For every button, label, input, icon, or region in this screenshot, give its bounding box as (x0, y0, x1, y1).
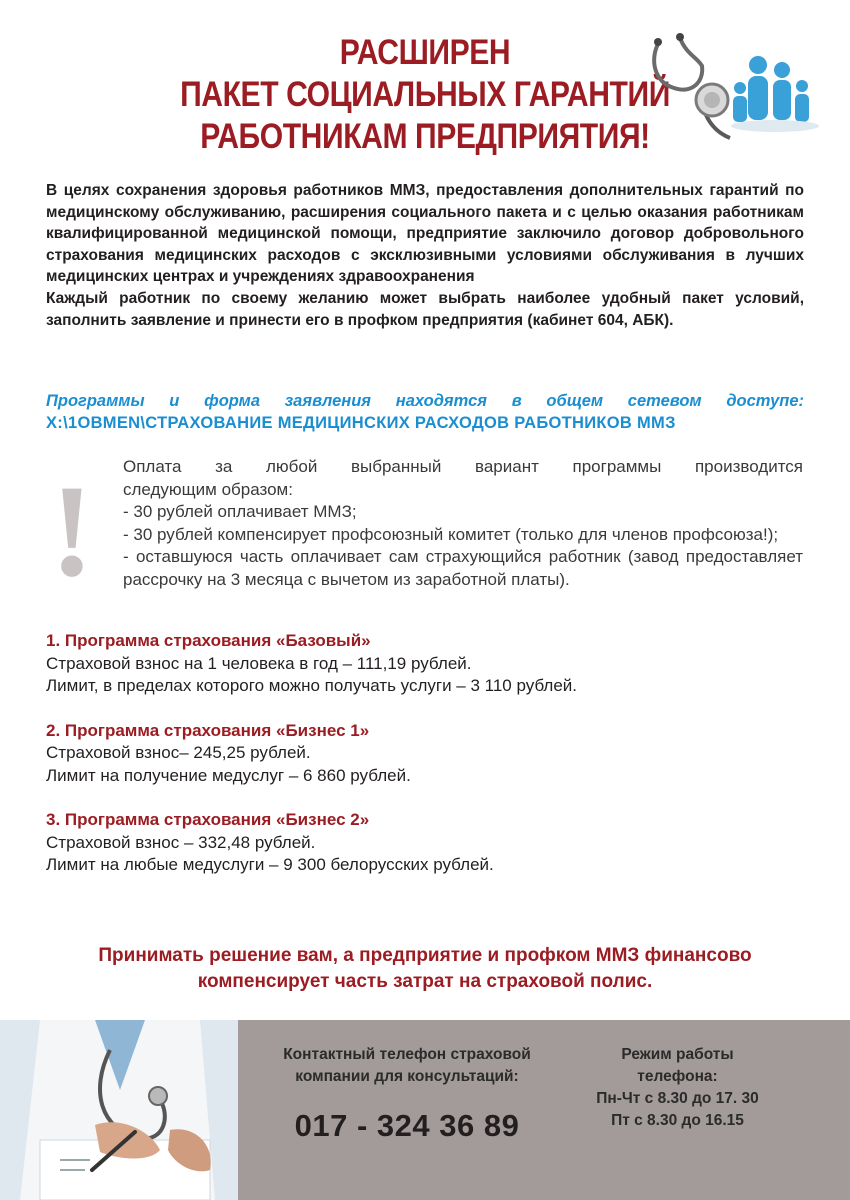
payment-item-3: - оставшуюся часть оплачивает сам страхующийся работник (завод предоставляет рассрочку на 3 месяца с вычетом из заработной платы). (123, 547, 803, 589)
title-line-1: РАСШИРЕН (339, 33, 511, 72)
title-line-3: РАБОТНИКАМ ПРЕДПРИЯТИЯ! (200, 117, 650, 156)
intro-paragraph-1: В целях сохранения здоровья работников ММЗ, предоставления дополнительных гарантий по медицинскому обслуживанию, расширения социального пакета и с целью оказания работникам квалифицированной медицинской помощи, предприятие заключило договор добровольного страхования медицинских расходов с эксклюзивными условиями обслуживания в лучших медицинских центрах и учреждениях здравоохранения (46, 182, 804, 286)
payment-line-1: Оплата за любой выбранный вариант программы производится (123, 457, 803, 476)
hours-line-4: Пт с 8.30 до 16.15 (611, 1112, 744, 1129)
access-lead: Программы и форма заявления находятся в общем сетевом доступе: (46, 392, 804, 410)
contact-line-2: компании для консультаций: (295, 1068, 519, 1085)
stethoscope-tube (654, 44, 702, 90)
exclamation-icon: ! (50, 457, 94, 604)
contact-line-1: Контактный телефон страховой (283, 1046, 531, 1063)
intro-paragraph-2: Каждый работник по своему желанию может выбрать наиболее удобный пакет условий, заполнить заявление и принести его в профком предприятия (кабинет 604, АБК). (46, 289, 804, 329)
phone-number: 017 - 324 36 89 (294, 1108, 520, 1143)
payment-item-1: - 30 рублей оплачивает ММЗ; (123, 502, 357, 521)
stethoscope-family-illustration (640, 30, 820, 155)
program-fee: Страховой взнос– 245,25 рублей. (46, 743, 311, 762)
network-access-note (46, 390, 804, 434)
payment-terms (123, 456, 803, 591)
hours-line-2: телефона: (637, 1068, 718, 1085)
program-title: 3. Программа страхования «Бизнес 2» (46, 810, 370, 829)
program-fee: Страховой взнос на 1 человека в год – 111,19 рублей. (46, 653, 472, 673)
network-path: X:\1OBMEN\СТРАХОВАНИЕ МЕДИЦИНСКИХ РАСХОДОВ РАБОТНИКОВ ММЗ (46, 414, 676, 432)
hours-line-1: Режим работы (621, 1046, 734, 1063)
working-hours (580, 1044, 775, 1132)
program-limit: Лимит на любые медуслуги – 9 300 белорусских рублей. (46, 855, 494, 874)
program-limit: Лимит на получение медуслуг – 6 860 рублей. (46, 765, 411, 785)
contact-label (262, 1044, 552, 1088)
programs-list (46, 630, 806, 899)
program-item (46, 809, 806, 877)
family-figures (733, 56, 809, 122)
program-item (46, 720, 806, 788)
contact-footer (0, 1020, 850, 1200)
program-title: 2. Программа страхования «Бизнес 1» (46, 720, 370, 740)
stethoscope-earpiece-2 (676, 33, 684, 41)
program-title: 1. Программа страхования «Базовый» (46, 631, 371, 650)
hours-line-3: Пн-Чт с 8.30 до 17. 30 (596, 1090, 759, 1107)
closing-line-1: Принимать решение вам, а предприятие и профком ММЗ финансово (98, 945, 752, 966)
page-title (154, 32, 696, 158)
doctor-writing-illustration (0, 1020, 238, 1200)
intro-text (46, 180, 804, 331)
program-item (46, 630, 806, 698)
payment-line-2: следующим образом: (123, 479, 293, 499)
program-limit: Лимит, в пределах которого можно получать услуги – 3 110 рублей. (46, 676, 578, 695)
program-fee: Страховой взнос – 332,48 рублей. (46, 832, 316, 852)
payment-item-2: - 30 рублей компенсирует профсоюзный комитет (только для членов профсоюза!); (123, 524, 779, 544)
closing-line-2: компенсирует часть затрат на страховой полис. (197, 971, 653, 992)
closing-statement (40, 943, 810, 995)
stethoscope-earpiece (654, 38, 662, 46)
title-line-2: ПАКЕТ СОЦИАЛЬНЫХ ГАРАНТИЙ (180, 75, 670, 114)
stethoscope-tube-2 (680, 38, 702, 66)
